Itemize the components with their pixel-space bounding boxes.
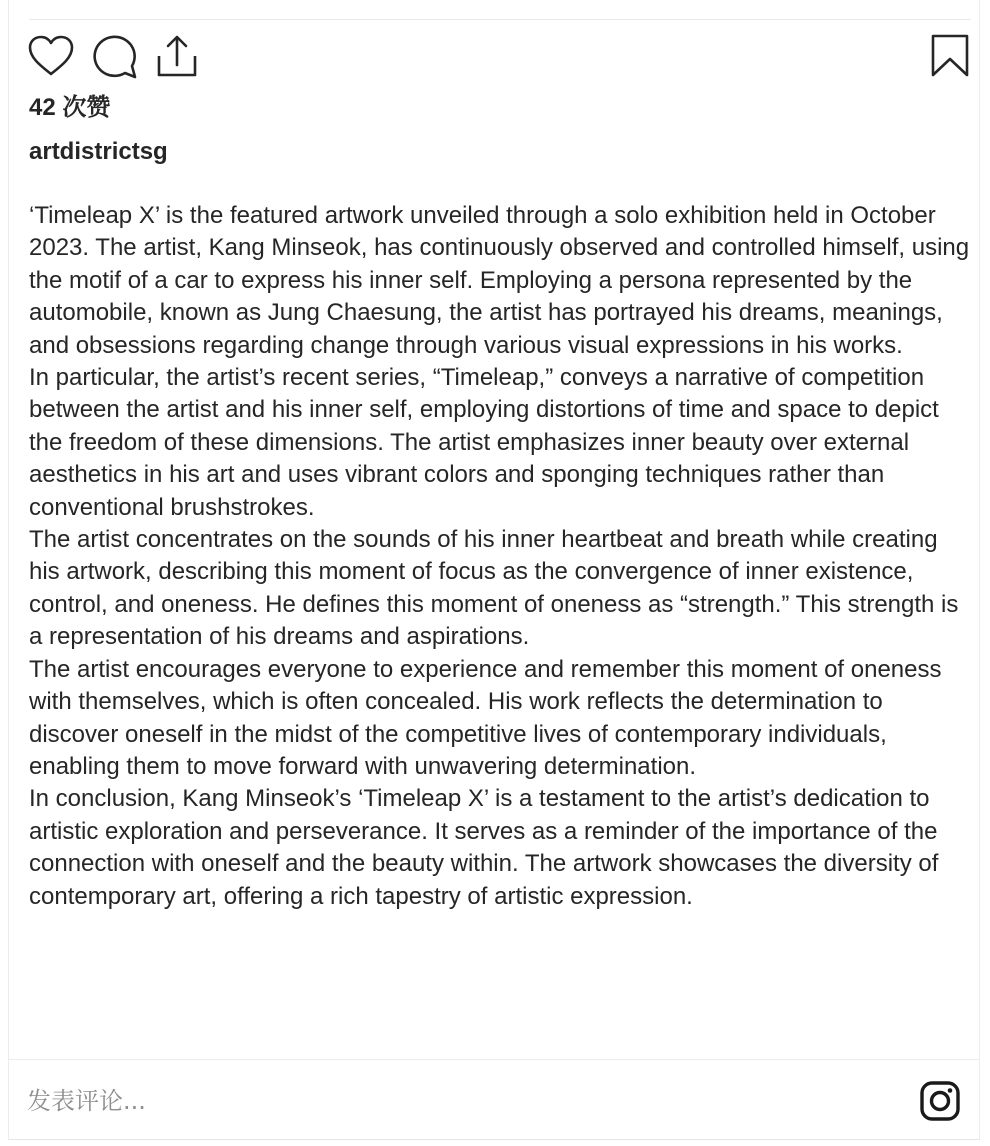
caption-paragraph: ‘Timeleap X’ is the featured artwork unveiled through a solo exhibition held in October 2023. The artist, Kang Minseok, has continuously observed and controlled himself, using the motif of a car to express his inner self. Employing a persona represented by the automobile, known as Jung Chaesung, the artist has portrayed his dreams, meanings, and obsessions regarding change through various visual expressions in his works.	[29, 202, 970, 359]
caption-paragraph: In conclusion, Kang Minseok’s ‘Timeleap X’ is a testament to the artist’s dedication to artistic exploration and perseverance. It serves as a reminder of the importance of the connection with oneself and the beauty within. The artwork showcases the diversity of contemporary art, offering a rich tapestry of artistic expression.	[29, 785, 939, 910]
share-upload-icon	[155, 33, 199, 79]
comment-bar	[9, 1060, 979, 1140]
like-button[interactable]	[27, 30, 75, 82]
caption-paragraph: The artist concentrates on the sounds of his inner heartbeat and breath while creating his artwork, describing this moment of focus as the convergence of inner existence, control, and oneness. He defines this moment of oneness as “strength.” This strength is a representation of his dreams and aspirations.	[29, 526, 959, 651]
post-card	[8, 0, 980, 1140]
share-button[interactable]	[152, 30, 202, 82]
heart-icon	[27, 34, 75, 78]
comment-bubble-icon	[91, 33, 139, 79]
likes-count[interactable]: 42 次赞	[29, 94, 111, 121]
instagram-logo-button[interactable]	[919, 1080, 961, 1122]
action-bar	[27, 30, 971, 82]
instagram-logo-icon	[920, 1081, 960, 1121]
bookmark-icon	[930, 33, 970, 79]
caption-paragraph: The artist encourages everyone to experience and remember this moment of oneness with themselves, which is often concealed. His work reflects the determination to discover oneself in the midst of the competitive lives of contemporary individuals, enabling them to move forward with unwavering determination.	[29, 655, 942, 780]
comment-button[interactable]	[90, 30, 140, 82]
post-username[interactable]: artdistrictsg	[29, 138, 168, 165]
comment-input[interactable]	[27, 1082, 887, 1120]
top-divider	[29, 19, 971, 20]
save-button[interactable]	[925, 30, 975, 82]
caption-paragraph: In particular, the artist’s recent series, “Timeleap,” conveys a narrative of competition between the artist and his inner self, employing distortions of time and space to depict the freedom of these dimensions. The artist emphasizes inner beauty over external aesthetics in his art and uses vibrant colors and sponging techniques rather than conventional brushstrokes.	[29, 364, 939, 521]
post-caption	[29, 200, 971, 913]
